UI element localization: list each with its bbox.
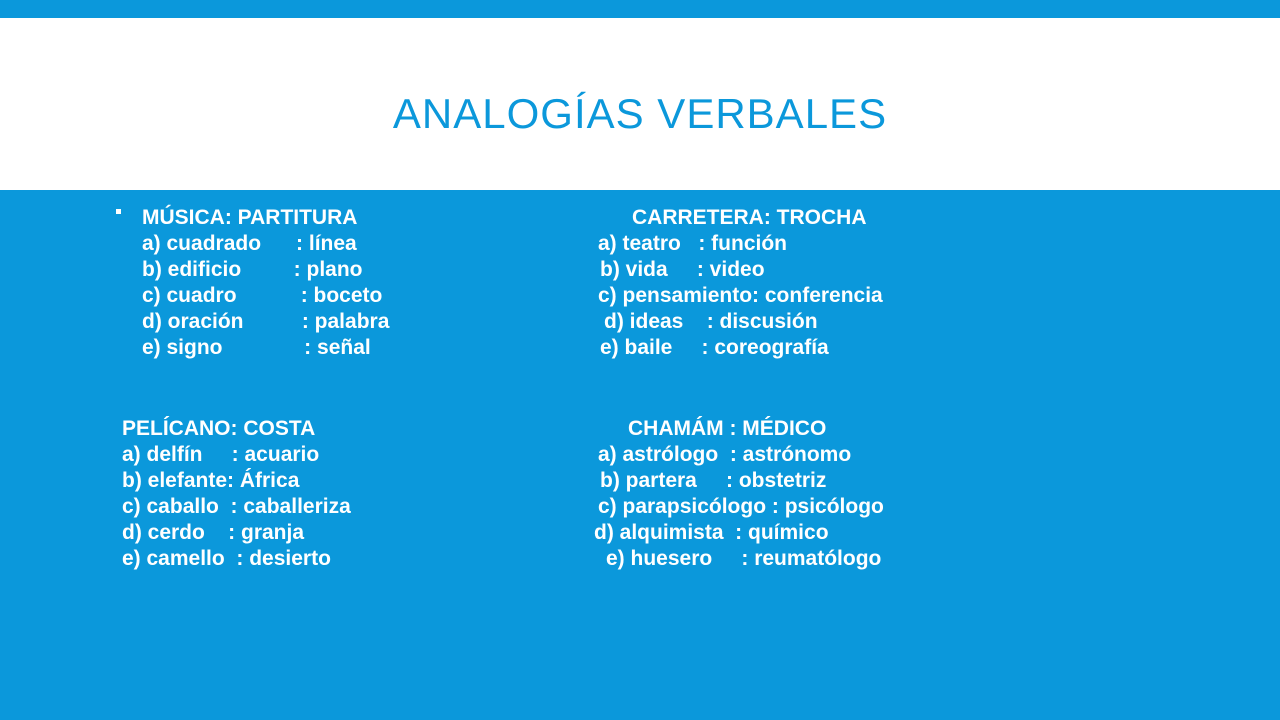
block1-left-option-d: d) oración : palabra [142, 310, 390, 333]
block1-left-option-e: e) signo : señal [142, 336, 371, 359]
block1-right-option-c: c) pensamiento: conferencia [598, 284, 883, 307]
block2-left-option-d: d) cerdo : granja [122, 521, 305, 544]
block2-left-option-c: c) caballo : caballeriza [122, 495, 351, 518]
block1-right-option-d: d) ideas : discusión [604, 310, 818, 333]
top-accent-band [0, 0, 1280, 18]
block2-right-option-c: c) parapsicólogo : psicólogo [598, 495, 884, 518]
block1-left-option-c: c) cuadro : boceto [142, 284, 383, 307]
block2-left-option-e: e) camello : desierto [122, 547, 331, 570]
block2-right-option-b: b) partera : obstetriz [600, 469, 827, 492]
slide-title: ANALOGÍAS VERBALES [392, 90, 888, 137]
bullet-icon [116, 209, 121, 214]
block1-left-option-a: a) cuadrado : línea [142, 232, 357, 255]
block2-right-option-a: a) astrólogo : astrónomo [598, 443, 852, 466]
block1-left-option-b: b) edificio : plano [142, 258, 363, 281]
block2-right-option-d: d) alquimista : químico [594, 521, 829, 544]
title-box [0, 18, 1280, 190]
content-area [0, 190, 1280, 720]
block1-right-option-e: e) baile : coreografía [600, 336, 829, 359]
block2-left-header: PELÍCANO: COSTA [122, 417, 316, 440]
block1-right-option-b: b) vida : video [600, 258, 765, 281]
block1-right-header: CARRETERA: TROCHA [632, 206, 867, 229]
block1-left-header: MÚSICA: PARTITURA [142, 206, 358, 229]
block2-right-option-e: e) huesero : reumatólogo [606, 547, 882, 570]
block2-left-option-b: b) elefante: África [122, 469, 300, 492]
block2-left-option-a: a) delfín : acuario [122, 443, 320, 466]
block1-right-option-a: a) teatro : función [598, 232, 787, 255]
block2-right-header: CHAMÁM : MÉDICO [628, 417, 827, 440]
